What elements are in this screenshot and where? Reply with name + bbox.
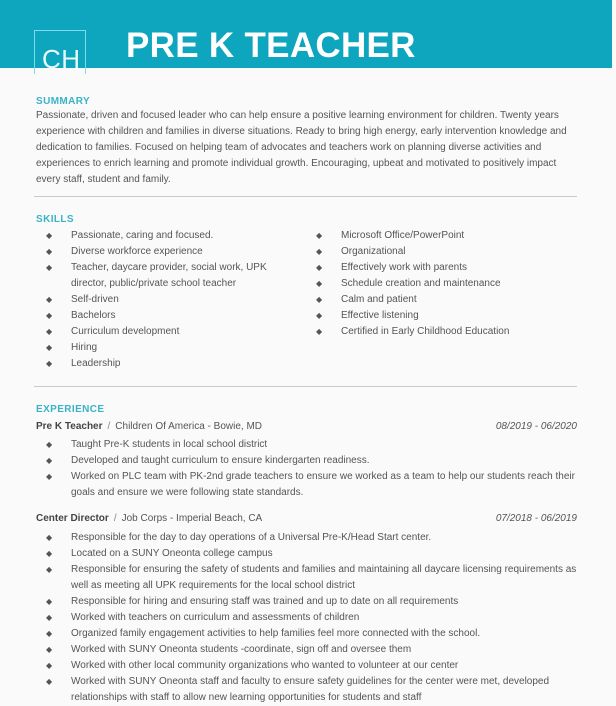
- summary-heading: SUMMARY: [36, 96, 91, 107]
- job-bullet: ◆ Worked with teachers on curriculum and assessments of children: [46, 610, 577, 626]
- job-bullet: ◆ Responsible for hiring and ensuring staff was trained and up to date on all requirements: [46, 594, 577, 610]
- bullet-icon: ◆: [46, 343, 53, 352]
- bullet-icon: ◆: [46, 661, 53, 670]
- resume-title: PRE K TEACHER: [126, 26, 416, 65]
- skill-item: ◆ Effective listening: [316, 308, 576, 324]
- job-bullet: ◆ Worked with SUNY Oneonta students -coordinate, sign off and oversee them: [46, 642, 577, 658]
- job-bullet: ◆ Taught Pre-K students in local school district: [46, 437, 577, 453]
- skill-item: ◆ Effectively work with parents: [316, 260, 576, 276]
- bullet-icon: ◆: [46, 629, 53, 638]
- job-header: [36, 512, 577, 526]
- skill-item: ◆ Curriculum development: [46, 324, 296, 340]
- bullet-icon: ◆: [316, 311, 323, 320]
- job-bullet: ◆ Worked with other local community organizations who wanted to volunteer at our center: [46, 658, 577, 674]
- job-bullet: ◆ Located on a SUNY Oneonta college campus: [46, 546, 577, 562]
- skill-item: ◆ Leadership: [46, 356, 296, 372]
- skill-item: ◆ Microsoft Office/PowerPoint: [316, 228, 576, 244]
- bullet-icon: ◆: [46, 677, 53, 686]
- bullet-icon: ◆: [46, 440, 53, 449]
- skill-item: ◆ Hiring: [46, 340, 296, 356]
- job-role: Pre K Teacher: [36, 421, 103, 432]
- bullet-icon: ◆: [316, 327, 323, 336]
- job-role: Center Director: [36, 513, 109, 524]
- bullet-icon: ◆: [316, 231, 323, 240]
- job-bullet: ◆ Worked with SUNY Oneonta staff and faculty to ensure safety guidelines for the center were met, developed relationships with staff to allow new learning opportunities for students and staff: [46, 676, 550, 703]
- bullet-icon: ◆: [46, 597, 53, 606]
- bullet-icon: ◆: [46, 565, 53, 574]
- initials-text: CH: [42, 44, 81, 74]
- bullet-icon: ◆: [46, 359, 53, 368]
- skills-list-left: [46, 228, 296, 372]
- summary-text: Passionate, driven and focused leader who can help ensure a positive learning environment for children. Twenty years experience with children and families in diverse situations. Ready to bring high energy, early intervention knowledge and dedication to families. Focused on helping team of advocates and teachers work on planning diverse activities and experiences to enrich learning and promote individual growth. Encouraging, upbeat and motivated to positively impact every staff, student and family.: [36, 110, 567, 185]
- bullet-icon: ◆: [46, 295, 53, 304]
- job-dates: 08/2019 - 06/2020: [495, 421, 577, 432]
- bullet-icon: ◆: [316, 247, 323, 256]
- job-employer: Job Corps - Imperial Beach, CA: [121, 513, 263, 524]
- bullet-icon: ◆: [46, 247, 53, 256]
- skill-item: ◆ Bachelors: [46, 308, 296, 324]
- resume-header: [0, 0, 612, 74]
- job-bullet: ◆ Developed and taught curriculum to ensure kindergarten readiness.: [46, 453, 577, 469]
- initials-monogram: [34, 30, 86, 74]
- bullet-icon: ◆: [46, 263, 53, 272]
- skill-item: ◆ Teacher, daycare provider, social work, UPK director, public/private school teacher: [46, 262, 267, 289]
- job-bullet: ◆ Responsible for ensuring the safety of students and families and maintaining all daycare licensing requirements as well as meeting all UPK requirements for the local school district: [46, 564, 577, 591]
- job-bullet: ◆ Organized family engagement activities to help families feel more connected with the school.: [46, 626, 577, 642]
- skills-heading: SKILLS: [36, 214, 74, 225]
- bullet-icon: ◆: [46, 311, 53, 320]
- job-separator: /: [107, 421, 111, 432]
- bullet-icon: ◆: [46, 645, 53, 654]
- bullet-icon: ◆: [46, 231, 53, 240]
- job-separator: /: [113, 513, 117, 524]
- skill-item: ◆ Organizational: [316, 244, 576, 260]
- skill-item: ◆ Passionate, caring and focused.: [46, 228, 296, 244]
- job-bullet: ◆ Worked on PLC team with PK-2nd grade teachers to ensure we worked as a team to help our students reach their goals and ensure we were following state standards.: [46, 471, 575, 498]
- bullet-icon: ◆: [316, 263, 323, 272]
- skill-item: ◆ Certified in Early Childhood Education: [316, 324, 576, 340]
- section-divider: [34, 386, 577, 387]
- bullet-icon: ◆: [46, 549, 53, 558]
- skill-item: ◆ Diverse workforce experience: [46, 244, 296, 260]
- skill-item: ◆ Self-driven: [46, 292, 296, 308]
- bullet-icon: ◆: [46, 327, 53, 336]
- job-bullet: ◆ Responsible for the day to day operations of a Universal Pre-K/Head Start center.: [46, 530, 577, 546]
- skill-item: ◆ Calm and patient: [316, 292, 576, 308]
- job-header: [36, 420, 577, 434]
- job-dates: 07/2018 - 06/2019: [495, 513, 577, 524]
- experience-heading: EXPERIENCE: [36, 404, 105, 415]
- job-bullets: [46, 530, 577, 706]
- job-bullets: [46, 437, 577, 501]
- bullet-icon: ◆: [46, 456, 53, 465]
- job-employer: Children Of America - Bowie, MD: [115, 421, 263, 432]
- skills-list-right: [316, 228, 576, 340]
- skill-item: ◆ Schedule creation and maintenance: [316, 276, 576, 292]
- bullet-icon: ◆: [316, 279, 323, 288]
- bullet-icon: ◆: [46, 472, 53, 481]
- section-divider: [34, 196, 577, 197]
- bullet-icon: ◆: [46, 613, 53, 622]
- bullet-icon: ◆: [316, 295, 323, 304]
- bullet-icon: ◆: [46, 533, 53, 542]
